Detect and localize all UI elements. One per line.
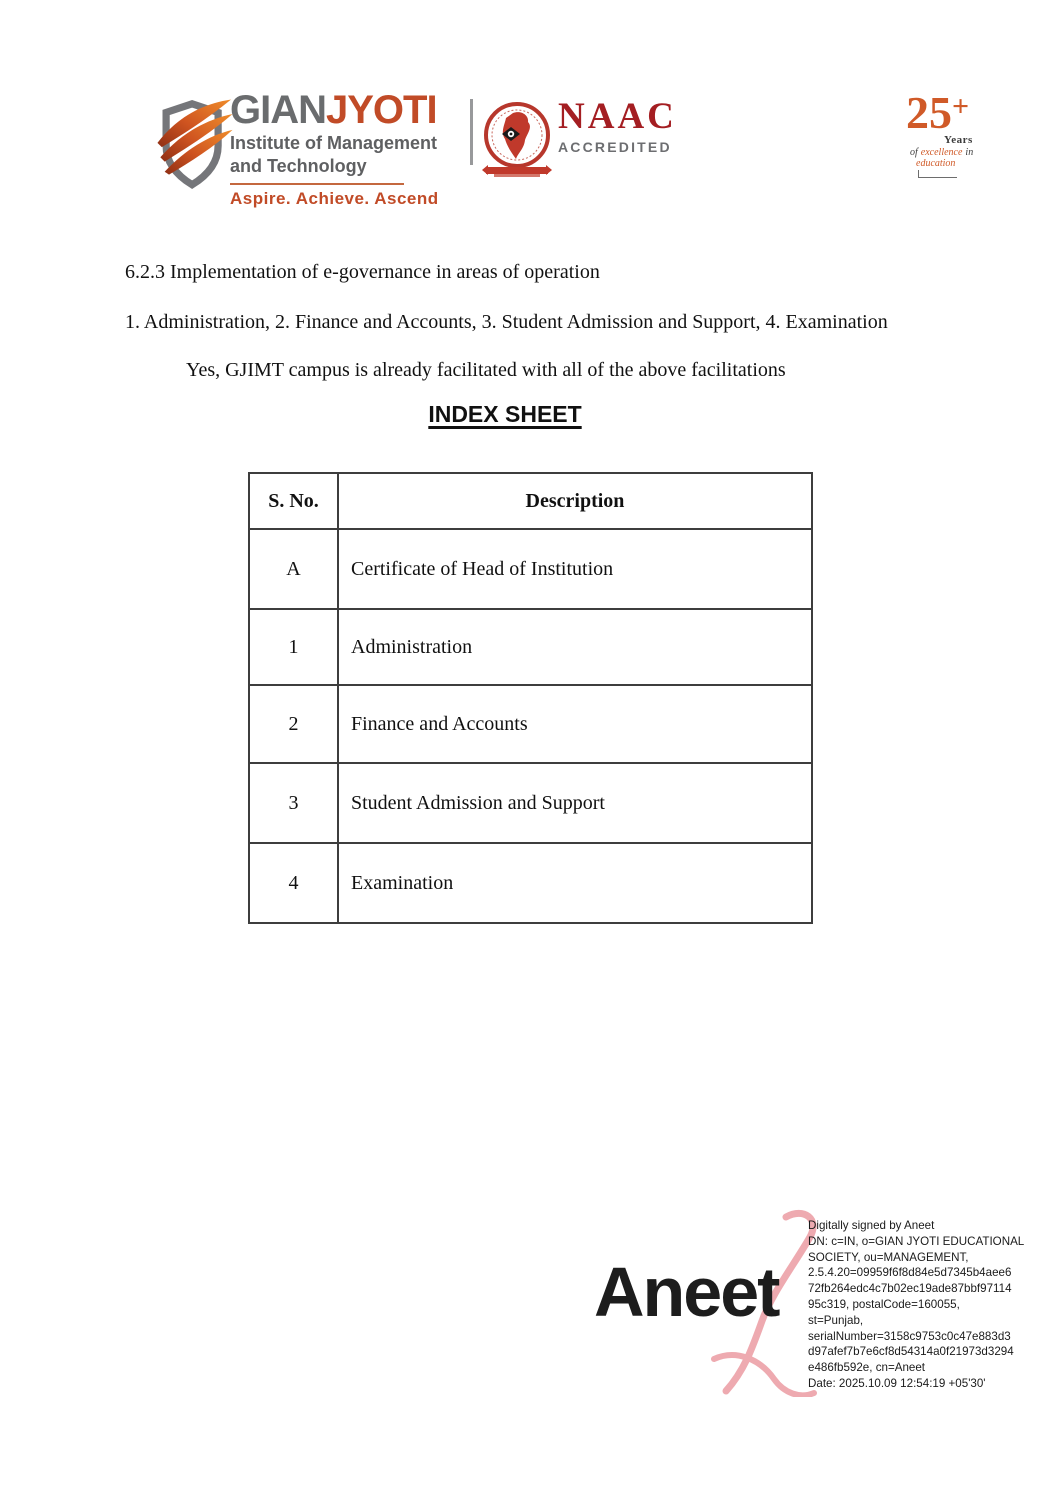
- table-row: [249, 843, 812, 923]
- signature-detail-line: SOCIETY, ou=MANAGEMENT,: [808, 1250, 969, 1264]
- signature-detail-line: Date: 2025.10.09 12:54:19 +05'30': [808, 1376, 986, 1390]
- row-sno: 1: [249, 609, 338, 685]
- row-sno: 4: [249, 843, 338, 923]
- naac-wordmark: [558, 98, 677, 155]
- signature-detail-line: 72fb264edc4c7b02ec19ade87bbf97114: [808, 1282, 1012, 1296]
- row-sno: 3: [249, 763, 338, 843]
- index-table-header-row: [249, 473, 812, 529]
- signature-detail-line: 2.5.4.20=09959f6f8d84e5d7345b4aee6: [808, 1266, 1012, 1280]
- column-header-sno: S. No.: [249, 473, 338, 529]
- column-header-description: Description: [338, 473, 812, 529]
- areas-list-line: 1. Administration, 2. Finance and Accounts, 3. Student Admission and Support, 4. Examination: [125, 311, 888, 333]
- signature-detail-line: DN: c=IN, o=GIAN JYOTI EDUCATIONAL: [808, 1234, 1025, 1248]
- years-number: 25+: [906, 87, 970, 138]
- years-25-badge: [898, 86, 1013, 178]
- index-sheet-title: INDEX SHEET: [428, 401, 582, 427]
- row-description: Examination: [338, 843, 812, 923]
- gianjyoti-wordmark: [230, 88, 439, 209]
- row-description: Student Admission and Support: [338, 763, 812, 843]
- row-description: Administration: [338, 609, 812, 685]
- table-row: [249, 529, 812, 609]
- gianjyoti-tagline: Aspire. Achieve. Ascend: [230, 189, 439, 208]
- table-row: [249, 763, 812, 843]
- gianjyoti-shield-wing-icon: [156, 90, 234, 200]
- index-table: [248, 472, 813, 924]
- signature-detail-line: st=Punjab,: [808, 1313, 864, 1327]
- gianjyoti-title-jyoti: JYOTI: [326, 88, 437, 132]
- gianjyoti-rule: [230, 183, 404, 185]
- years-label: Years: [944, 134, 973, 146]
- years-motto-line2: education: [916, 158, 956, 169]
- table-row: [249, 609, 812, 685]
- signature-detail-line: d97afef7b7e6cf8d54314a0f21973d3294: [808, 1345, 1014, 1359]
- signature-detail-line: 95c319, postalCode=160055,: [808, 1297, 960, 1311]
- signature-name: Aneet: [594, 1253, 779, 1331]
- naac-accredited-label: ACCREDITED: [558, 139, 672, 155]
- years-bracket-line: [918, 170, 957, 178]
- header-vertical-divider: [470, 99, 473, 165]
- naac-title: NAAC: [558, 96, 677, 137]
- gianjyoti-subtitle-line2: and Technology: [230, 156, 367, 176]
- signature-details: [808, 1218, 1024, 1392]
- naac-emblem-icon: [480, 101, 554, 181]
- row-sno: A: [249, 529, 338, 609]
- years-plus-sign: +: [952, 90, 970, 123]
- signature-detail-line: serialNumber=3158c9753c0c47e883d3: [808, 1329, 1011, 1343]
- row-sno: 2: [249, 685, 338, 763]
- years-motto-line1: of excellence in: [910, 147, 974, 158]
- gianjyoti-title: [230, 88, 439, 132]
- signature-detail-line: Digitally signed by Aneet: [808, 1219, 935, 1232]
- section-heading-line: 6.2.3 Implementation of e-governance in areas of operation: [125, 261, 600, 283]
- confirmation-line: Yes, GJIMT campus is already facilitated with all of the above facilitations: [186, 359, 786, 381]
- table-row: [249, 685, 812, 763]
- row-description: Certificate of Head of Institution: [338, 529, 812, 609]
- row-description: Finance and Accounts: [338, 685, 812, 763]
- signature-detail-line: e486fb592e, cn=Aneet: [808, 1361, 926, 1375]
- gianjyoti-title-gian: GIAN: [230, 88, 326, 132]
- gianjyoti-subtitle-line1: Institute of Management: [230, 133, 438, 153]
